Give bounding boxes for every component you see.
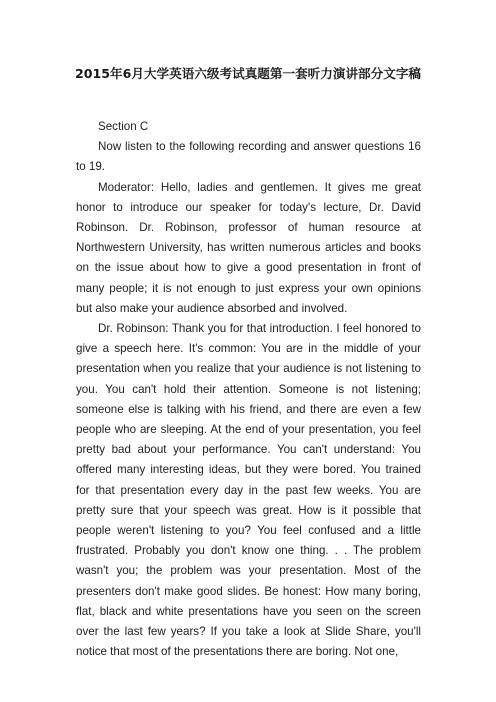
section-heading: Section C <box>98 120 149 133</box>
instruction-paragraph: Now listen to the following recording and answer questions 16 to 19. <box>76 140 421 174</box>
speaker-paragraph: Dr. Robinson: Thank you for that introduction. I feel honored to give a speech here. It's common: You are in the middle of your presentation when you realize that your audience is not listening to you. You can't hold their attention. Someone is not listening; someone else is talking with his friend, and there are even a few people who are sleeping. At the end of your presentation, you feel pretty bad about your performance. You can't understand: You offered many interesting ideas, but they were bored. You trained for that presentation every day in the past few weeks. You are pretty sure that your speech was great. How is it possible that people weren't listening to you? You feel confused and a little frustrated. Probably you don't know one thing. . . The problem wasn't you; the problem was your presentation. Most of the presenters don't make good slides. Be honest: How many boring, flat, black and white presentations have you seen on the screen over the last few years? If you take a look at Slide Share, you'll notice that most of the presentations there are boring. Not one, <box>76 322 421 659</box>
document-body <box>76 117 421 662</box>
moderator-paragraph: Moderator: Hello, ladies and gentlemen. It gives me great honor to introduce our speaker for today's lecture, Dr. David Robinson. Dr. Robinson, professor of human resource at Northwestern University, has written numerous articles and books on the issue about how to give a good presentation in front of many people; it is not enough to just express your own opinions but also make your audience absorbed and involved. <box>76 180 421 315</box>
document-title: 2015年6月大学英语六级考试真题第一套听力演讲部分文字稿 <box>74 66 422 81</box>
